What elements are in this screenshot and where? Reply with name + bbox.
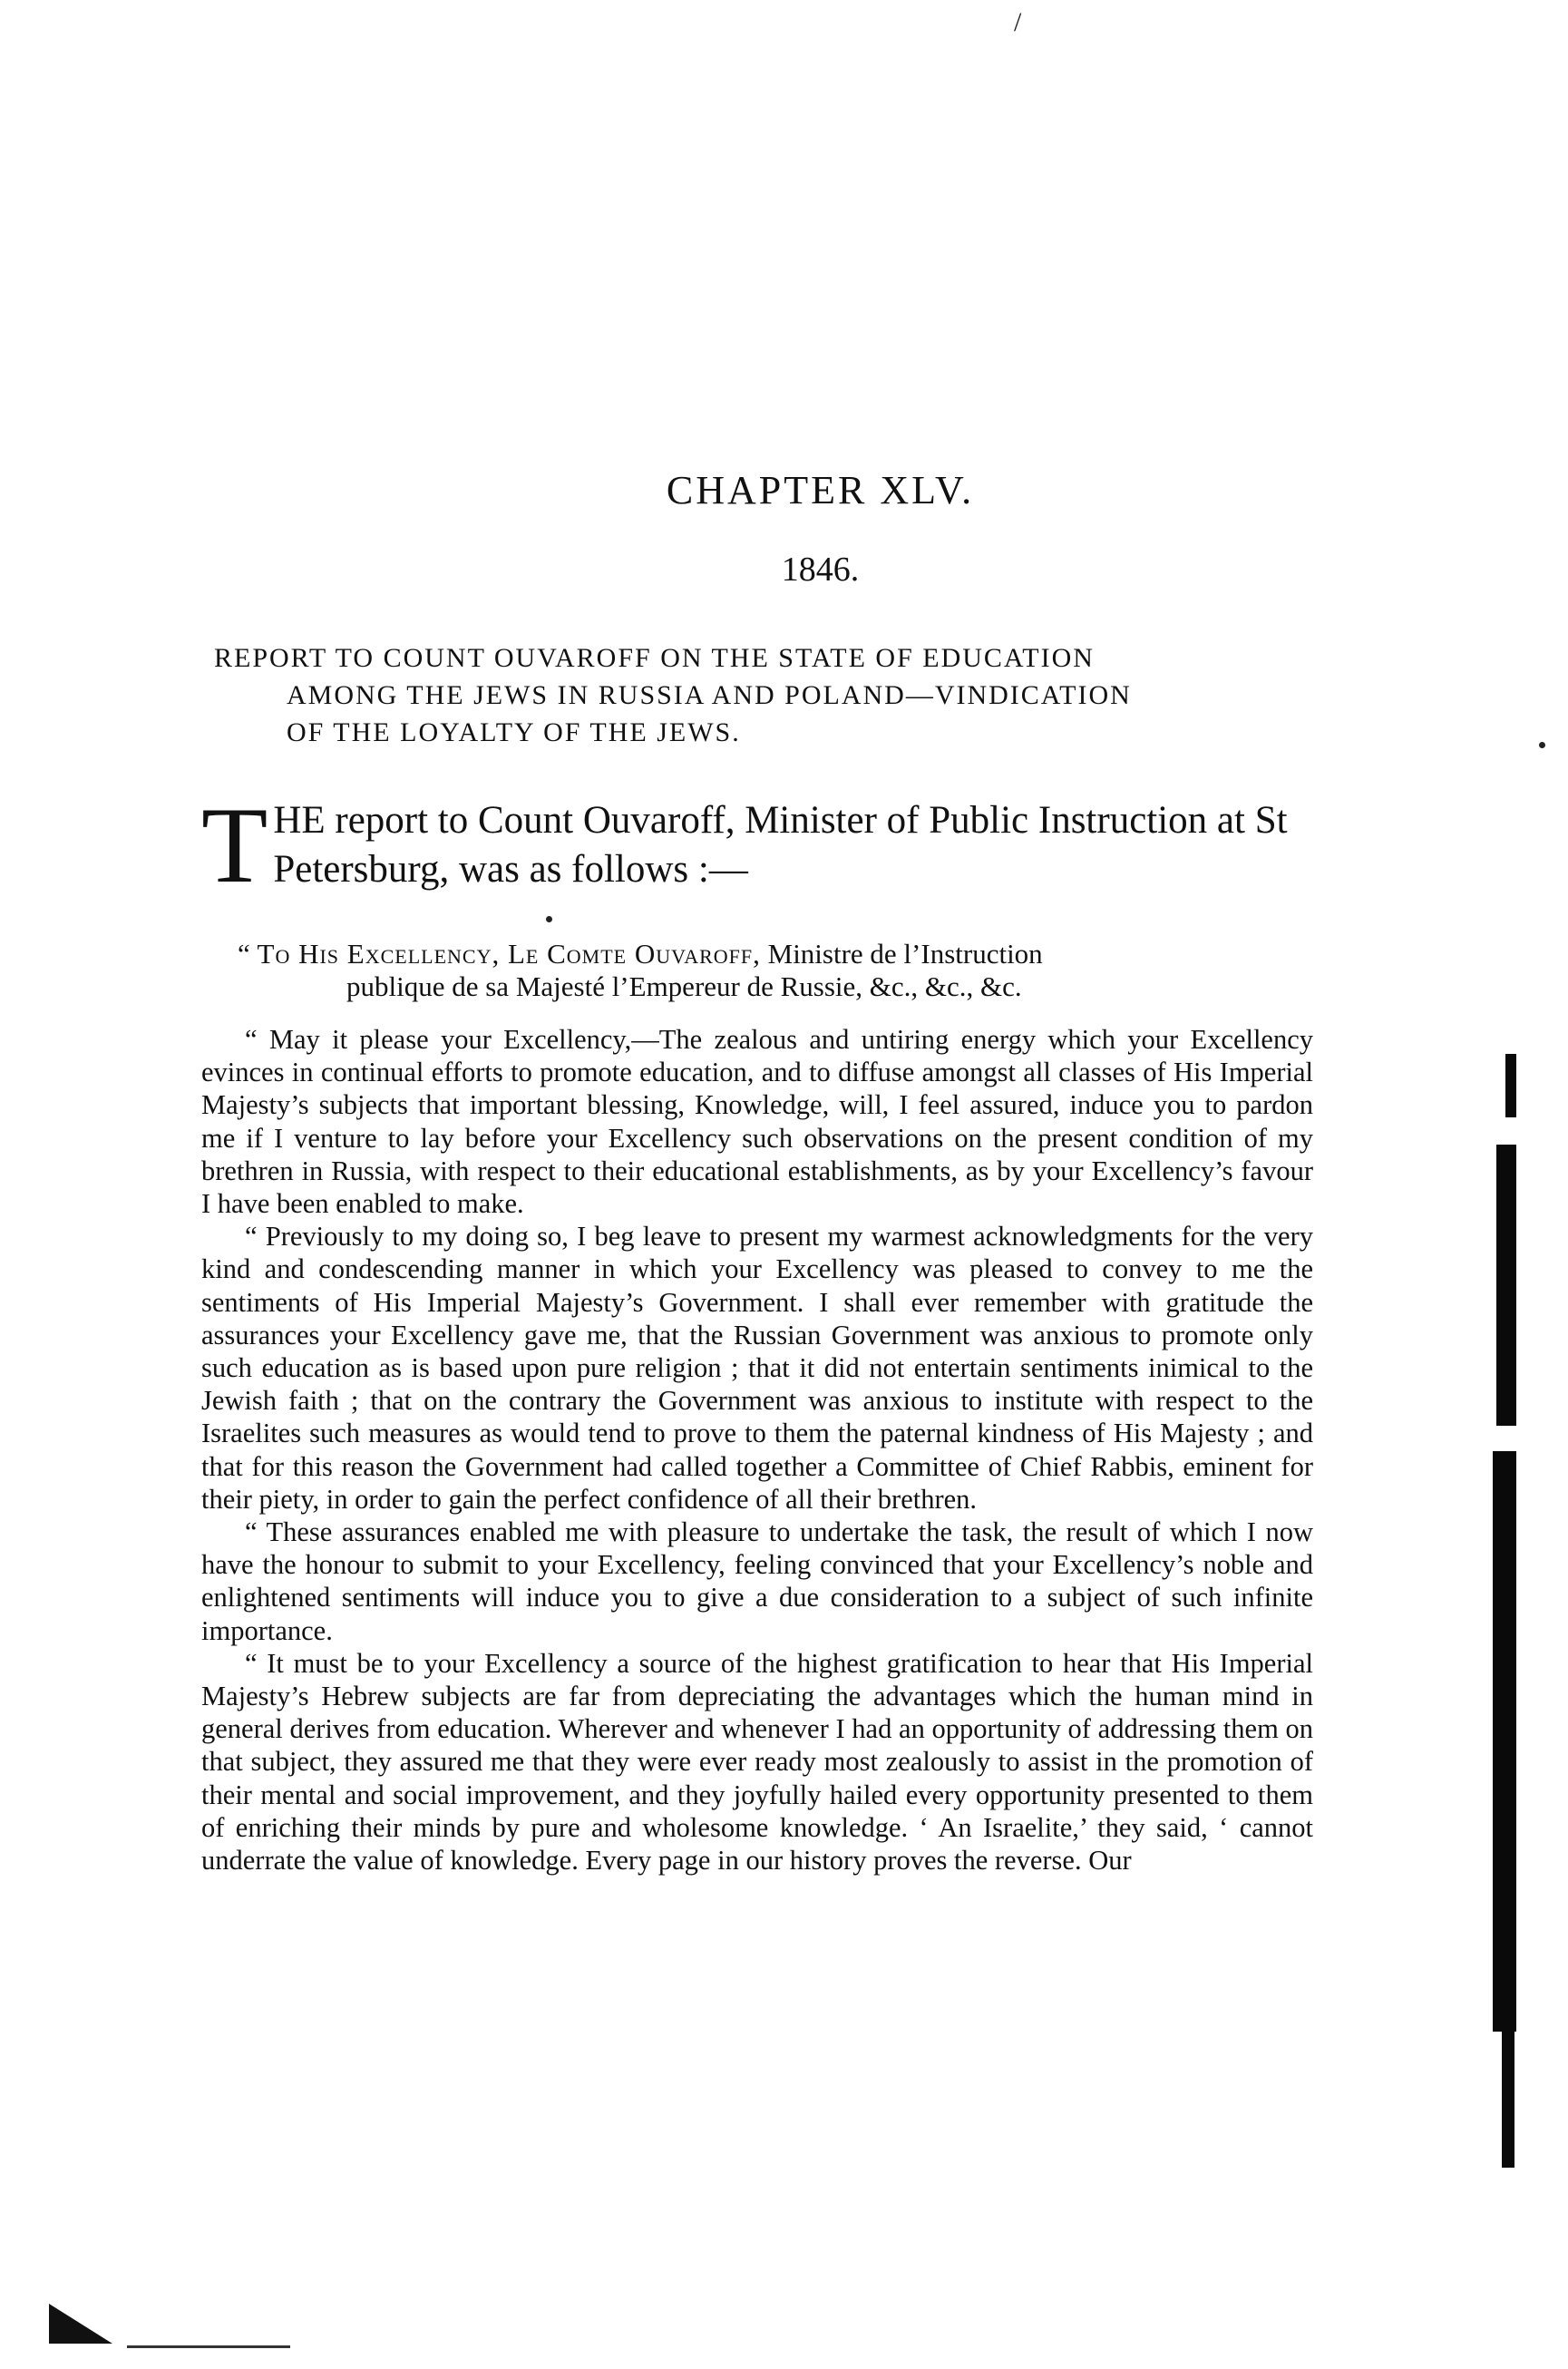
letter-address xyxy=(238,938,1299,1003)
scan-artifact xyxy=(1505,1054,1516,1117)
letter-body xyxy=(201,1023,1313,1877)
address-line-2: publique de sa Majesté l’Empereur de Russie, &c., &c., &c. xyxy=(346,970,1022,1002)
summary-line-1: REPORT TO COUNT OUVAROFF ON THE STATE OF EDUCATION xyxy=(214,643,1095,673)
address-line-1-rest: Ministre de l’Instruction xyxy=(760,938,1043,970)
paragraph: “ These assurances enabled me with pleasure to undertake the task, the result of which I now have the honour to submit to your Excellency, feeling convinced that your Excellency’s noble and enlightened sentiments will induce you to give a due consideration to a subject of such infinite importance. xyxy=(201,1516,1313,1646)
address-recipient: To His Excellency, Le Comte Ouvaroff, xyxy=(257,938,761,970)
summary-line-2: AMONG THE JEWS IN RUSSIA AND POLAND—VINDICATION xyxy=(287,680,1132,710)
scan-artifact xyxy=(1496,1145,1516,1426)
lead-text: HE report to Count Ouvaroff, Minister of Public Instruction at St Petersburg, was as follows :— xyxy=(273,799,1288,891)
scan-artifact xyxy=(1493,1451,1516,2032)
lead-paragraph xyxy=(201,785,1313,905)
scan-dot xyxy=(1539,742,1545,748)
chapter-year: 1846. xyxy=(781,551,860,589)
corner-scan-dash xyxy=(127,2345,290,2348)
paragraph: “ Previously to my doing so, I beg leave to present my warmest acknowledgments for the very kind and condescending manner in which your Excellency was pleased to convey to me the sentiments of His Imperial Majesty’s Government. I shall ever remember with gratitude the assurances your Excellency gave me, that the Russian Government was anxious to promote only such education as is based upon pure religion ; that it did not entertain sentiments inimical to the Jewish faith ; that on the contrary the Government was anxious to institute with respect to the Israelites such measures as would tend to prove to them the paternal kindness of His Majesty ; and that for this reason the Government had called together a Committee of Chief Rabbis, eminent for their piety, in order to gain the perfect confidence of all their brethren. xyxy=(201,1221,1313,1515)
corner-scan-mark xyxy=(49,2304,112,2344)
stray-mark: / xyxy=(1014,7,1022,37)
chapter-title: CHAPTER XLV. xyxy=(666,468,975,512)
scan-dot xyxy=(546,916,552,922)
summary-line-3: OF THE LOYALTY OF THE JEWS. xyxy=(287,717,741,747)
address-line-1 xyxy=(238,938,1299,970)
scan-artifact xyxy=(1502,2032,1514,2168)
paragraph: “ It must be to your Excellency a source of the highest gratification to hear that His Imperial Majesty’s Hebrew subjects are far from depreciating the advantages which the human mind in general derives from education. Wherever and whenever I had an opportunity of addressing them on that subject, they assured me that they were ever ready most zealously to assist in the promotion of their mental and social improvement, and they joyfully hailed every opportunity presented to them of enriching their minds by pure and wholesome knowledge. ‘ An Israelite,’ they said, ‘ cannot underrate the value of knowledge. Every page in our history proves the reverse. Our xyxy=(201,1647,1313,1877)
chapter-summary xyxy=(214,639,1311,751)
dropcap: T xyxy=(201,785,268,905)
paragraph: “ May it please your Excellency,—The zealous and untiring energy which your Excellency evinces in continual efforts to promote education, and to diffuse amongst all classes of His Imperial Majesty’s subjects that important blessing, Knowledge, will, I feel assured, induce you to pardon me if I venture to lay before your Excellency such observations on the present condition of my brethren in Russia, with respect to their educational establishments, as by your Excellency’s favour I have been enabled to make. xyxy=(201,1024,1313,1220)
address-quote: “ xyxy=(238,938,258,970)
